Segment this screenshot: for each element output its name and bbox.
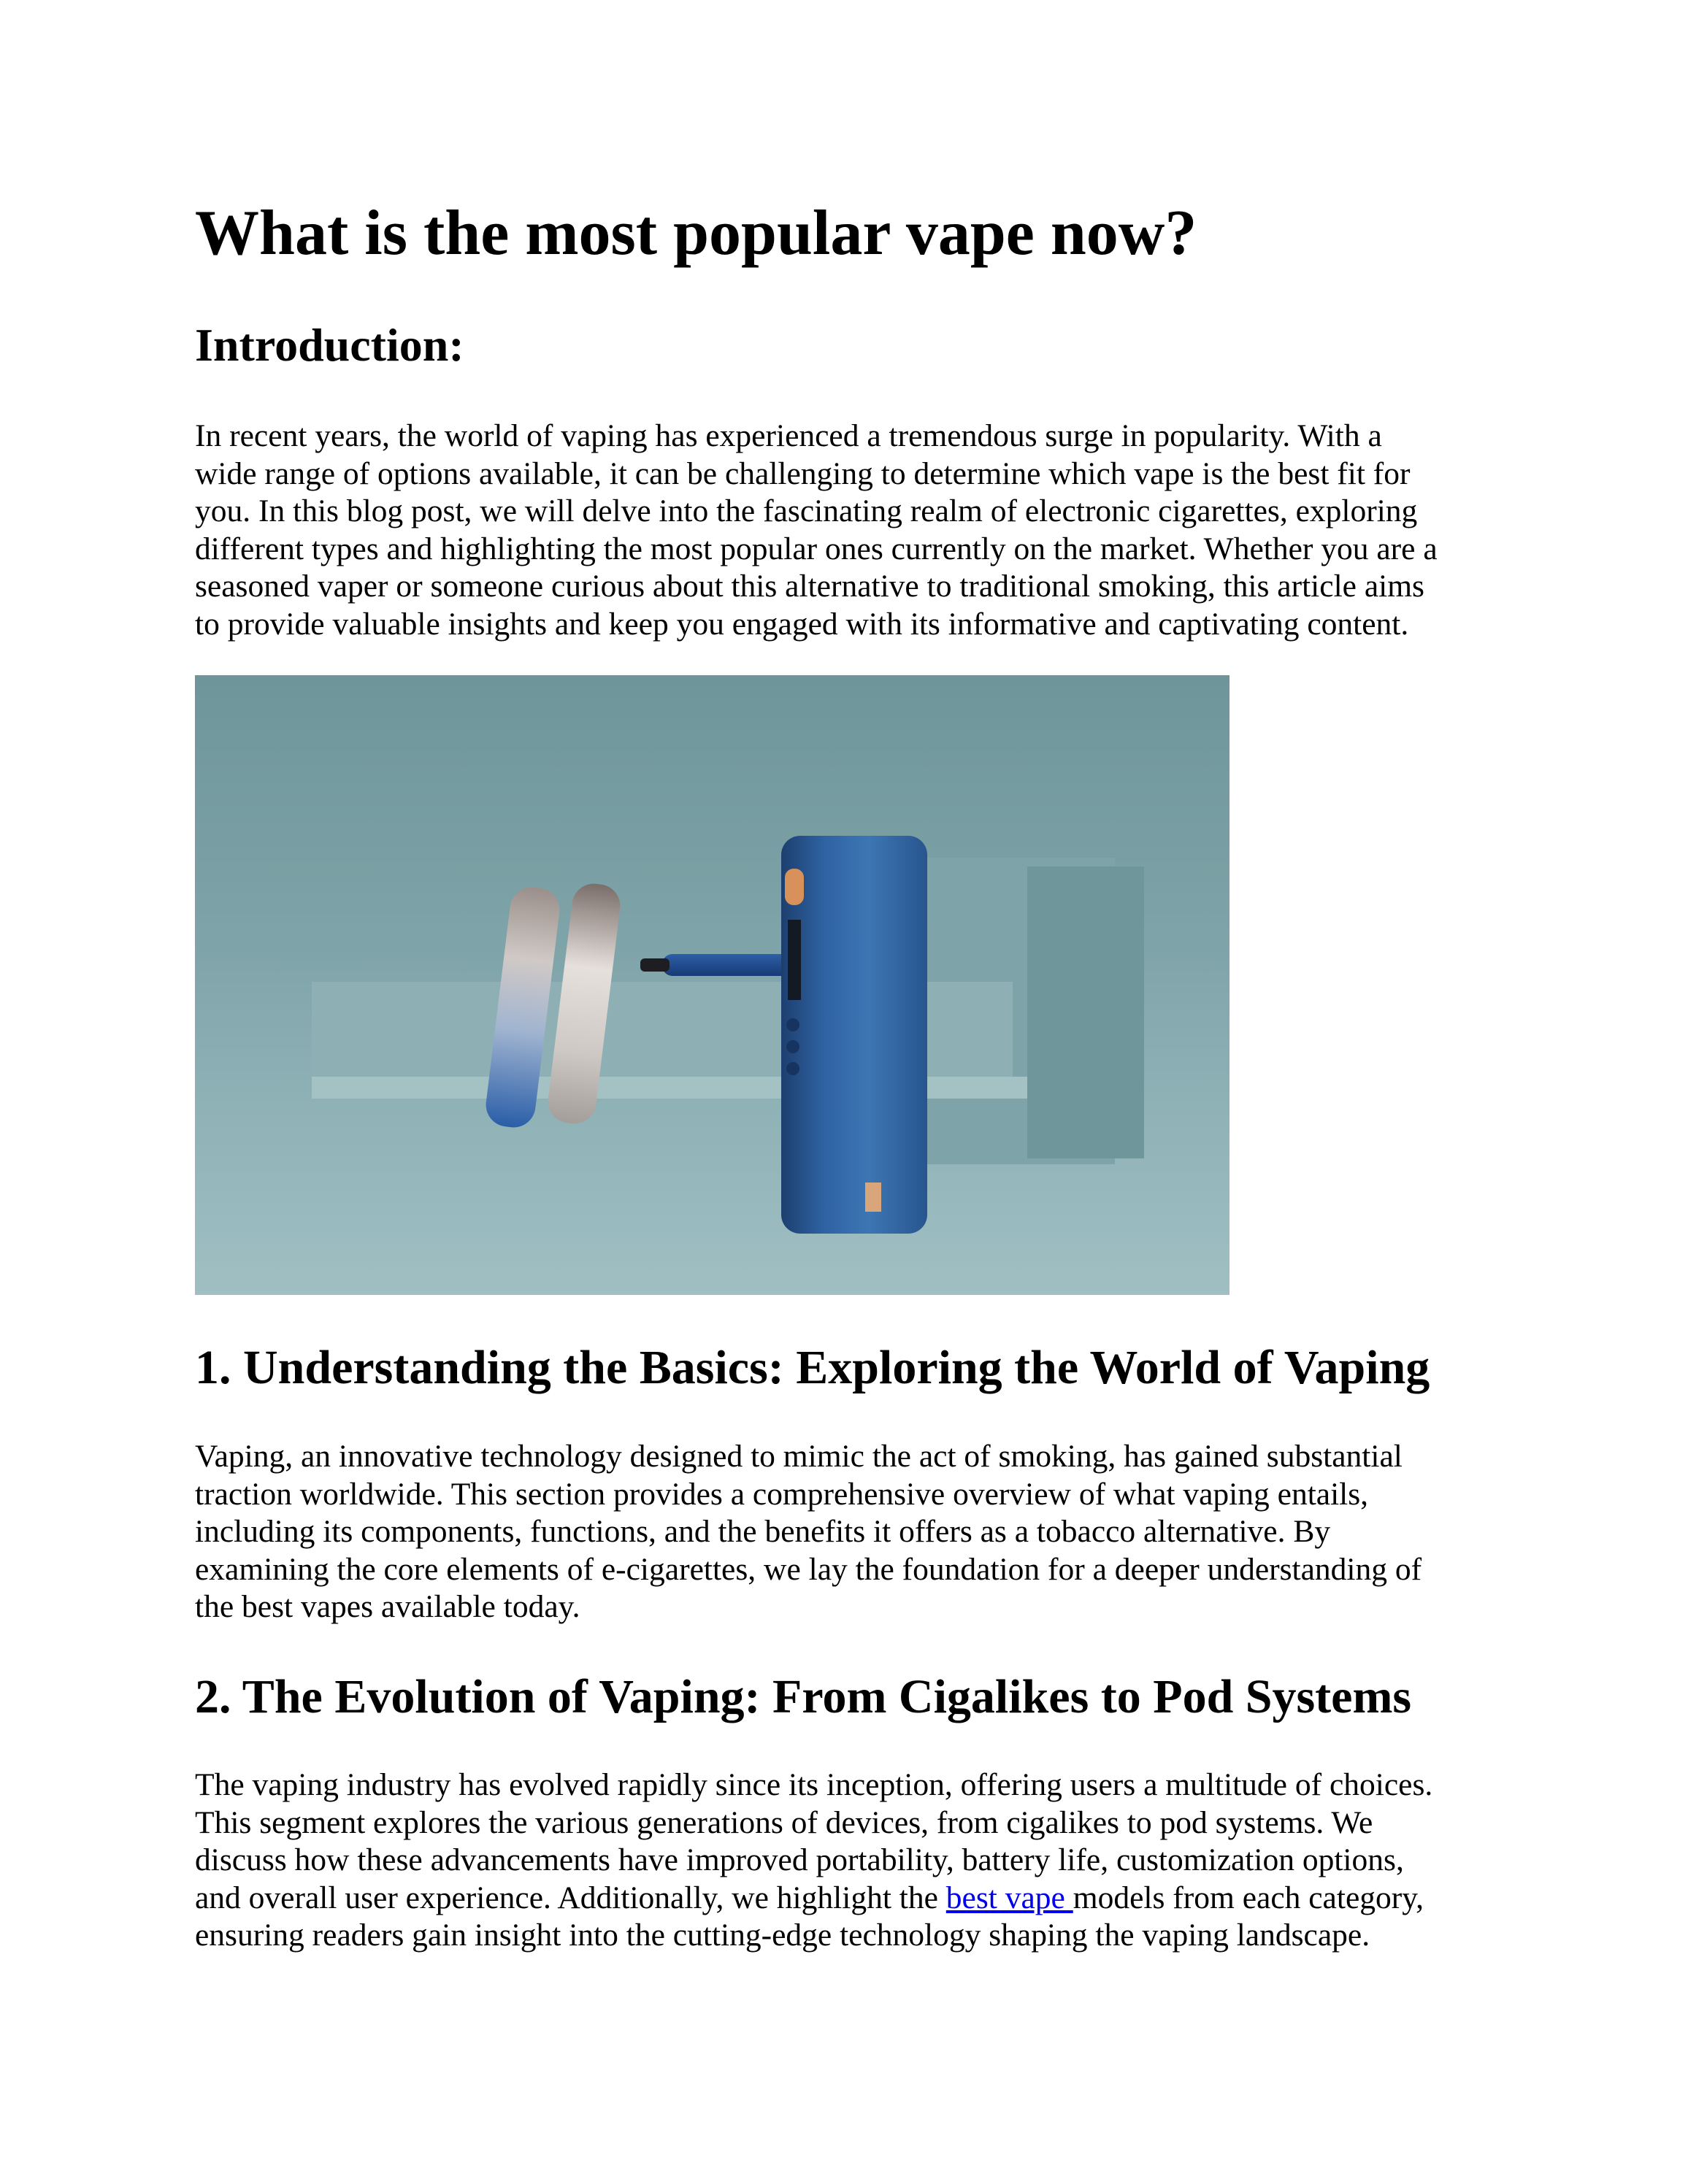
section-1-heading: 1. Understanding the Basics: Exploring the World of Vaping [195, 1341, 1430, 1394]
text-line [195, 1880, 1432, 1918]
box-mod-button [786, 1040, 799, 1053]
box-mod-button [786, 1062, 799, 1075]
box-mod-fire-button [785, 869, 804, 905]
text-line: traction worldwide. This section provides a comprehensive overview of what vaping entails, [195, 1476, 1369, 1512]
box-mod-logo-plate [865, 1183, 881, 1212]
text-segment: and overall user experience. Additionally, we highlight the [195, 1880, 946, 1915]
text-segment: models from each category, [1073, 1880, 1424, 1915]
box-mod-screen [788, 920, 801, 1000]
text-line: the best vapes available today. [195, 1589, 580, 1624]
text-line: In recent years, the world of vaping has experienced a tremendous surge in popularity. With a [195, 418, 1382, 453]
best-vape-link[interactable]: best vape [945, 1880, 1073, 1915]
text-line: The vaping industry has evolved rapidly since its inception, offering users a multitude of choices. [195, 1767, 1433, 1802]
text-line: different types and highlighting the most popular ones currently on the market. Whether you are a [195, 531, 1438, 566]
section-1-paragraph [195, 1438, 1422, 1626]
text-line: to provide valuable insights and keep you engaged with its informative and captivating content. [195, 606, 1409, 642]
text-line: wide range of options available, it can be challenging to determine which vape is the best fit for [195, 455, 1411, 491]
section-2-paragraph [195, 1766, 1432, 1955]
text-line: seasoned vaper or someone curious about this alternative to traditional smoking, this article aims [195, 569, 1424, 604]
vape-pen-tip [640, 958, 670, 972]
box-mod-button [786, 1018, 799, 1031]
text-line: you. In this blog post, we will delve into the fascinating realm of electronic cigarettes, exploring [195, 493, 1418, 528]
text-line: ensuring readers gain insight into the cutting-edge technology shaping the vaping landscape. [195, 1918, 1370, 1953]
text-line: including its components, functions, and the benefits it offers as a tobacco alternative. By [195, 1514, 1331, 1549]
text-line: discuss how these advancements have improved portability, battery life, customization options, [195, 1842, 1404, 1877]
text-line: examining the core elements of e-cigarettes, we lay the foundation for a deeper understanding of [195, 1551, 1422, 1587]
text-line: This segment explores the various generations of devices, from cigalikes to pod systems. We [195, 1804, 1373, 1840]
section-2-heading: 2. The Evolution of Vaping: From Cigalikes to Pod Systems [195, 1670, 1412, 1723]
vape-products-image [195, 675, 1229, 1295]
display-block-back-side [1027, 866, 1144, 1158]
page-title: What is the most popular vape now? [195, 198, 1197, 269]
text-line: Vaping, an innovative technology designed to mimic the act of smoking, has gained substantial [195, 1439, 1403, 1474]
intro-paragraph [195, 418, 1438, 643]
intro-heading: Introduction: [195, 319, 464, 371]
